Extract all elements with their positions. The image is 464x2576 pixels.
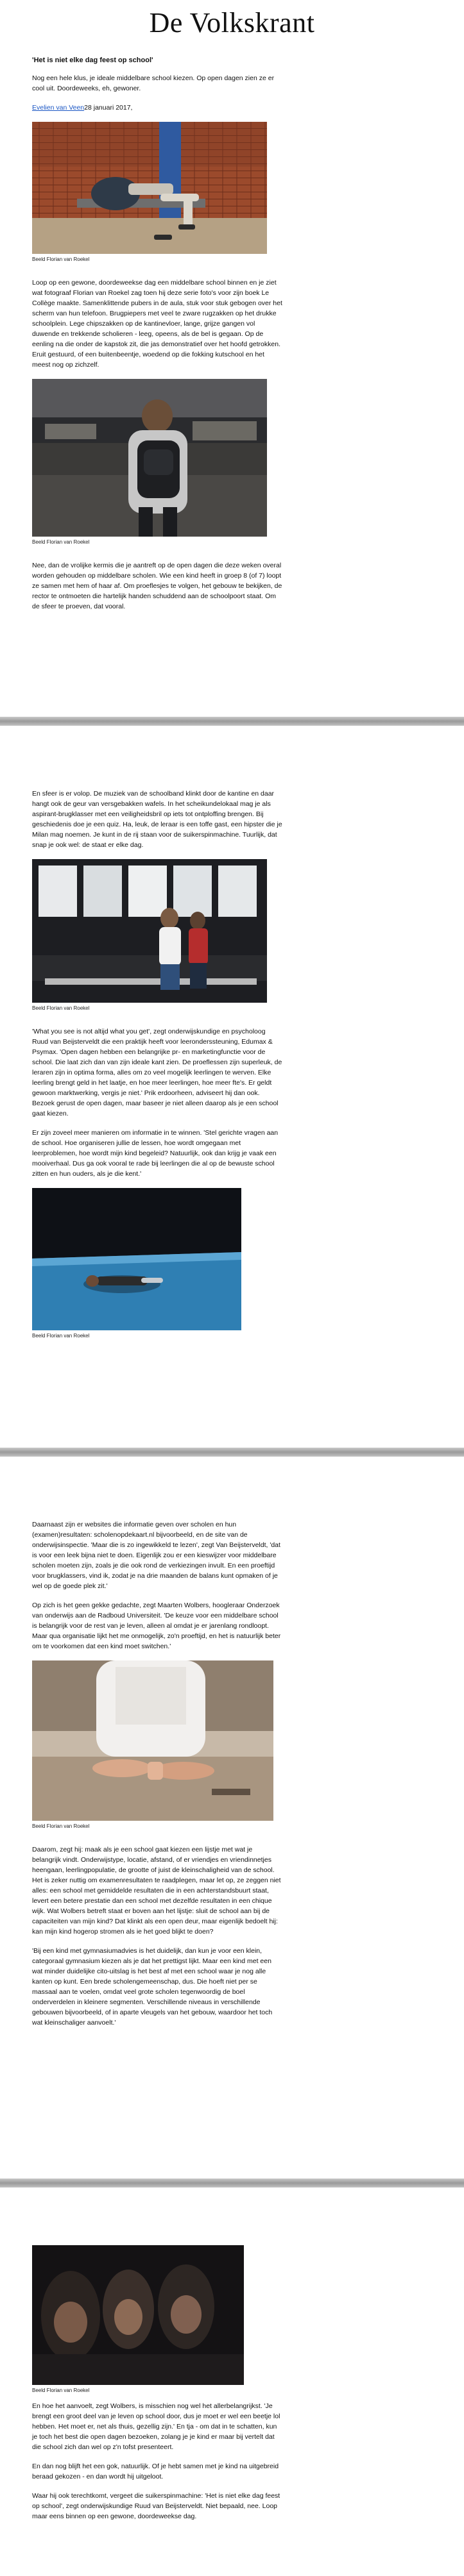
article-section-4	[32, 2245, 282, 2530]
page-divider	[0, 1448, 464, 1457]
photo-caption: Beeld Florian van Roekel	[32, 2388, 90, 2393]
photo-kids-at-window	[32, 859, 267, 1003]
paragraph: En dan nog blijft het een gok, natuurlijk. Of je hebt samen met je kind na uitgebreid beraad gekozen - en dan wordt hij uitgeloot.	[32, 2463, 279, 2480]
photo-students-in-dark	[32, 2245, 244, 2385]
article-lede: Nog een hele klus, je ideale middelbare school kiezen. Op open dagen zien ze er cool uit. Doordeweeks, eh, gewoner.	[32, 74, 275, 92]
photo-caption: Beeld Florian van Roekel	[32, 539, 90, 545]
photo-students-in-dark-image	[32, 2245, 244, 2385]
article-section-1	[32, 56, 282, 621]
page-4	[0, 2193, 464, 2576]
article-section-2	[32, 789, 282, 1354]
photo-kid-on-mat	[32, 1188, 241, 1330]
paragraph: 'Bij een kind met gymnasiumadvies is het duidelijk, dan kun je voor een klein, categoraal gymnasium kiezen als je dat het prettigst lijkt. Maar een kind met een wat minder duidelijke cito-uitslag is het best af met een school waar je nog alle kanten op kunt. Een brede scholengemeenschap, dus. Die hoeft niet per se massaal aan te voelen, omdat veel grote scholen tegenwoordig de boel onderverdelen in kleinere segmenten. Verschillende niveaus in verschillende gebouwen bijvoorbeeld, of in aparte vleugels van het gebouw, waardoor het toch wat kleinschaliger aanvoelt.'	[32, 1947, 273, 2027]
page-divider	[0, 2179, 464, 2187]
masthead: De Volkskrant	[149, 7, 315, 38]
photo-boy-with-backpack	[32, 379, 267, 537]
paragraph: En sfeer is er volop. De muziek van de schoolband klinkt door de kantine en daar hangt ook de geur van versgebakken wafels. In het scheikundelokaal mag je als aspirant-brugklasser met een veiligheidsbril op iets tot ontploffing brengen. Bij geschiedenis doe je een quiz. Ha, leuk, de leraar is een toffe gast, een hipster die je Milan mag noemen. Je kunt in de rij staan voor de suikerspinmachine. Tuurlijk, dat snap je ook wel: de staat er elke dag.	[32, 790, 282, 849]
paragraph: Daarnaast zijn er websites die informatie geven over scholen en hun (examen)resultaten: scholenopdekaart.nl bijvoorbeeld, en de site van de onderwijsinspectie. 'Maar die is zo ingewikkeld te lezen', zegt Van Beijsterveldt, 'dat is voor een leek bijna niet te doen. Eigenlijk zou er een kieswijzer voor middelbare scholen moeten zijn, zoals je die ook rond de verkiezingen invult. En een proeftijd voor brugklassers, vind ik, zodat je na drie maanden de balans kunt opmaken of je wel op de goede plek zit.'	[32, 1521, 280, 1590]
photo-boy-with-backpack-image	[32, 379, 267, 537]
photo-caption: Beeld Florian van Roekel	[32, 256, 90, 262]
paragraph: 'What you see is not altijd what you get', zegt onderwijskundige en psycholoog Ruud van Beijsterveldt die een praktijk heeft voor leeronderssteuning, Edumax & Psymax. 'Open dagen hebben een belangrijke pr- en marketingfunctie voor de school. Die laat zich dan van zijn ideale kant zien. De proeflessen zijn superleuk, de leraren zijn in optima forma, alles om zo veel mogelijk leerlingen te werven. Elke leerling brengt geld in het laatje, en hoe meer leerlingen, hoe meer fte's. Er geldt gewoon marktwerking, vergis je niet.' Prik erdoorheen, adviseert hij dan ook. Bezoek gerust de open dagen, maar baseer je niet alleen daarop als je een school gaat kiezen.	[32, 1028, 282, 1117]
article-section-3	[32, 1519, 282, 2037]
photo-kids-at-window-image	[32, 859, 267, 1003]
byline	[32, 103, 282, 113]
photo-boy-on-bench	[32, 122, 267, 254]
paragraph: Er zijn zoveel meer manieren om informatie in te winnen. 'Stel gerichte vragen aan de school. Hoe organiseren jullie de lessen, hoe wordt omgegaan met leerproblemen, hoe wordt mijn kind begeleid? Natuurlijk, ook dan krijg je vaak een mooiverhaal. Dus ga ook vooral te rade bij leerlingen die al op de bewuste school zitten en hun ouders, als je die kent.'	[32, 1129, 279, 1178]
paragraph: En hoe het aanvoelt, zegt Wolbers, is misschien nog wel het allerbelangrijkst. 'Je brengt een groot deel van je leven op school door, dus je moet er wel een beetje lol hebben. Het moet er, net als thuis, gezellig zijn.' En tja - om dat in te schatten, kun je toch het best die open dagen bezoeken, zolang je je kind er maar bij vertelt dat die school zich dan wel op z'n tofst presenteert.	[32, 2402, 280, 2451]
article-title: 'Het is niet elke dag feest op school'	[32, 56, 153, 64]
photo-caption: Beeld Florian van Roekel	[32, 1823, 90, 1829]
author-link[interactable]: Evelien van Veen	[32, 104, 85, 112]
paragraph: Op zich is het geen gekke gedachte, zegt Maarten Wolbers, hoogleraar Onderzoek van onderwijs aan de Radboud Universiteit. 'De keuze voor een middelbare school is belangrijk voor de rest van je leven, alleen al omdat je er jarenlang rondloopt. Maar qua organisatie lijkt het me onmogelijk, zo'n proeftijd, en het is natuurlijk beter om te voorkomen dat een kind moet switchen.'	[32, 1602, 281, 1650]
paragraph: Daarom, zegt hij: maak als je een school gaat kiezen een lijstje met wat je belangrijk vindt. Onderwijstype, locatie, afstand, of er vriendjes en vriendinnetjes heengaan, leerlingpopulatie, de grootte of juist de kleinschaligheid van de school. Het is zeker nuttig om examenresultaten te raadplegen, maar let op, ze zeggen niet alles: een school met gemiddelde resultaten die in een achterstandsbuurt staat, levert een betere prestatie dan een school met dezelfde resultaten in een chique wijk. Wat Wolbers betreft staat er boven aan het lijstje: sluit de school aan bij de capaciteiten van mijn kind? Dat klinkt als een open deur, maar eigenlijk bedoelt hij: kan mijn kind hogerop stromen als ie het goed blijkt te doen?	[32, 1846, 281, 1936]
photo-caption: Beeld Florian van Roekel	[32, 1333, 90, 1339]
paragraph: Loop op een gewone, doordeweekse dag een middelbare school binnen en je ziet wat fotograaf Florian van Roekel zag toen hij deze serie foto's voor zijn boek Le Collège maakte. Samenklittende pubers in de aula, stuk voor stuk gebogen over het scherm van hun telefoon. Brugpiepers met veel te zware rugzakken op het drukke schoolplein. Lege chipszakken op de kantinevloer, lange, grijze gangen vol duwende en trekkende scholieren - leeg, opeens, als de bel is gegaan. Op de eenling na die onder de kapstok zit, die jas demonstratief over het hoofd getrokken. Eruit gestuurd, of een buitenbeentje, woedend op die fokking kutschool en het meest nog op zichzelf.	[32, 279, 282, 369]
photo-kid-on-mat-image	[32, 1188, 241, 1330]
photo-boy-on-bench-image	[32, 122, 267, 254]
page-3	[0, 1462, 464, 2170]
paragraph: Waar hij ook terechtkomt, vergeet die suikerspinmachine: 'Het is niet elke dag feest op school', zegt onderwijskundige Ruud van Beijsterveldt. Niet bepaald, nee. Loop maar eens binnen op een gewone, doordeweekse dag.	[32, 2492, 280, 2520]
photo-caption: Beeld Florian van Roekel	[32, 1005, 90, 1011]
photo-hands-at-desk	[32, 1660, 273, 1821]
publish-date: 28 januari 2017,	[84, 104, 133, 112]
paragraph: Nee, dan de vrolijke kermis die je aantreft op de open dagen die deze weken overal worden gehouden op middelbare scholen. Wie een kind heeft in groep 8 (of 7) loopt ze samen met hem of haar af. Om proeflesjes te volgen, het gebouw te bekijken, de rector te ontmoeten die hartelijk handen schuddend aan de schoolpoort staat. Om de sfeer te proeven, dat vooral.	[32, 562, 282, 610]
page-1	[0, 0, 464, 708]
photo-hands-at-desk-image	[32, 1660, 273, 1821]
page-2	[0, 731, 464, 1439]
page-divider	[0, 717, 464, 726]
